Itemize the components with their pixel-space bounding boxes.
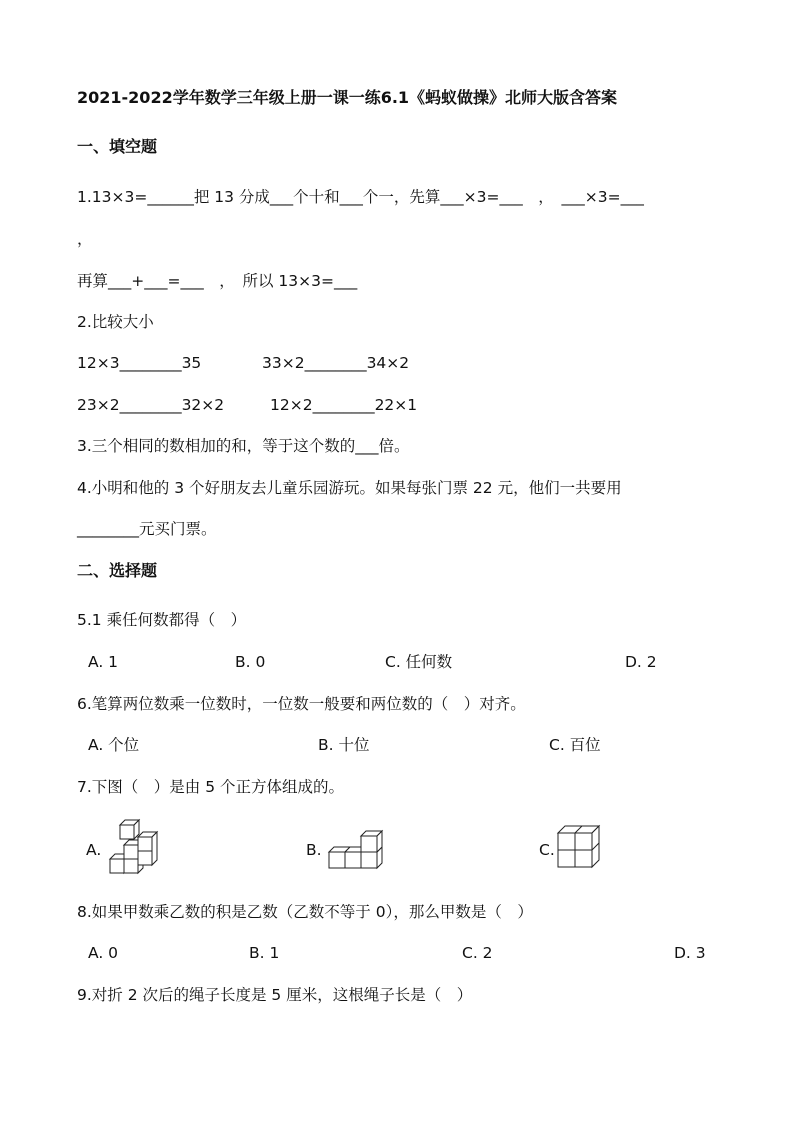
q2-row2b: 12×2________22×1: [270, 396, 418, 414]
page-title: 2021-2022学年数学三年级上册一课一练6.1《蚂蚁做操》北师大版含答案: [77, 88, 618, 107]
q7-option-b-cubes-figure: [328, 825, 388, 873]
q4-line1: 4.小明和他的 3 个好朋友去儿童乐园游玩。如果每张门票 22 元，他们一共要用: [77, 479, 622, 497]
q1-line1: 1.13×3=______把 13 分成___个十和___个一，先算___×3=___ ， ___×3=___: [77, 188, 644, 206]
q1-line2: ，: [77, 230, 93, 248]
q5-stem: 5.1 乘任何数都得（ ）: [77, 611, 247, 629]
q7-option-c-cubes-figure: [557, 825, 601, 869]
q3-stem: 3.三个相同的数相加的和，等于这个数的___倍。: [77, 437, 410, 455]
q8-option-d[interactable]: D. 3: [674, 944, 706, 962]
q2-row2a: 23×2________32×2: [77, 396, 225, 414]
q2-row1b: 33×2________34×2: [262, 354, 410, 372]
q7-option-b-label[interactable]: B.: [306, 841, 322, 859]
q7-option-a-label[interactable]: A.: [86, 841, 102, 859]
q4-line2: ________元买门票。: [77, 520, 217, 538]
q1-line3: 再算___+___=___ ， 所以 13×3=___: [77, 272, 358, 290]
section-choice-heading: 二、选择题: [77, 561, 158, 580]
q7-option-c-label[interactable]: C.: [539, 841, 555, 859]
q5-option-d[interactable]: D. 2: [625, 653, 657, 671]
q8-option-b[interactable]: B. 1: [249, 944, 280, 962]
q8-stem: 8.如果甲数乘乙数的积是乙数（乙数不等于 0），那么甲数是（ ）: [77, 903, 533, 921]
q2-row1a: 12×3________35: [77, 354, 202, 372]
q8-option-c[interactable]: C. 2: [462, 944, 493, 962]
q7-stem: 7.下图（ ）是由 5 个正方体组成的。: [77, 778, 345, 796]
q6-stem: 6.笔算两位数乘一位数时，一位数一般要和两位数的（ ）对齐。: [77, 695, 526, 713]
q2-stem: 2.比较大小: [77, 313, 154, 331]
q9-stem: 9.对折 2 次后的绳子长度是 5 厘米，这根绳子长是（ ）: [77, 986, 473, 1004]
q6-option-b[interactable]: B. 十位: [318, 736, 370, 754]
q8-option-a[interactable]: A. 0: [88, 944, 119, 962]
section-fill-heading: 一、填空题: [77, 137, 158, 156]
q5-option-c[interactable]: C. 任何数: [385, 653, 453, 671]
q6-option-a[interactable]: A. 个位: [88, 736, 140, 754]
q5-option-b[interactable]: B. 0: [235, 653, 266, 671]
q5-option-a[interactable]: A. 1: [88, 653, 119, 671]
q7-option-a-cubes-figure: [108, 815, 158, 877]
q6-option-c[interactable]: C. 百位: [549, 736, 601, 754]
